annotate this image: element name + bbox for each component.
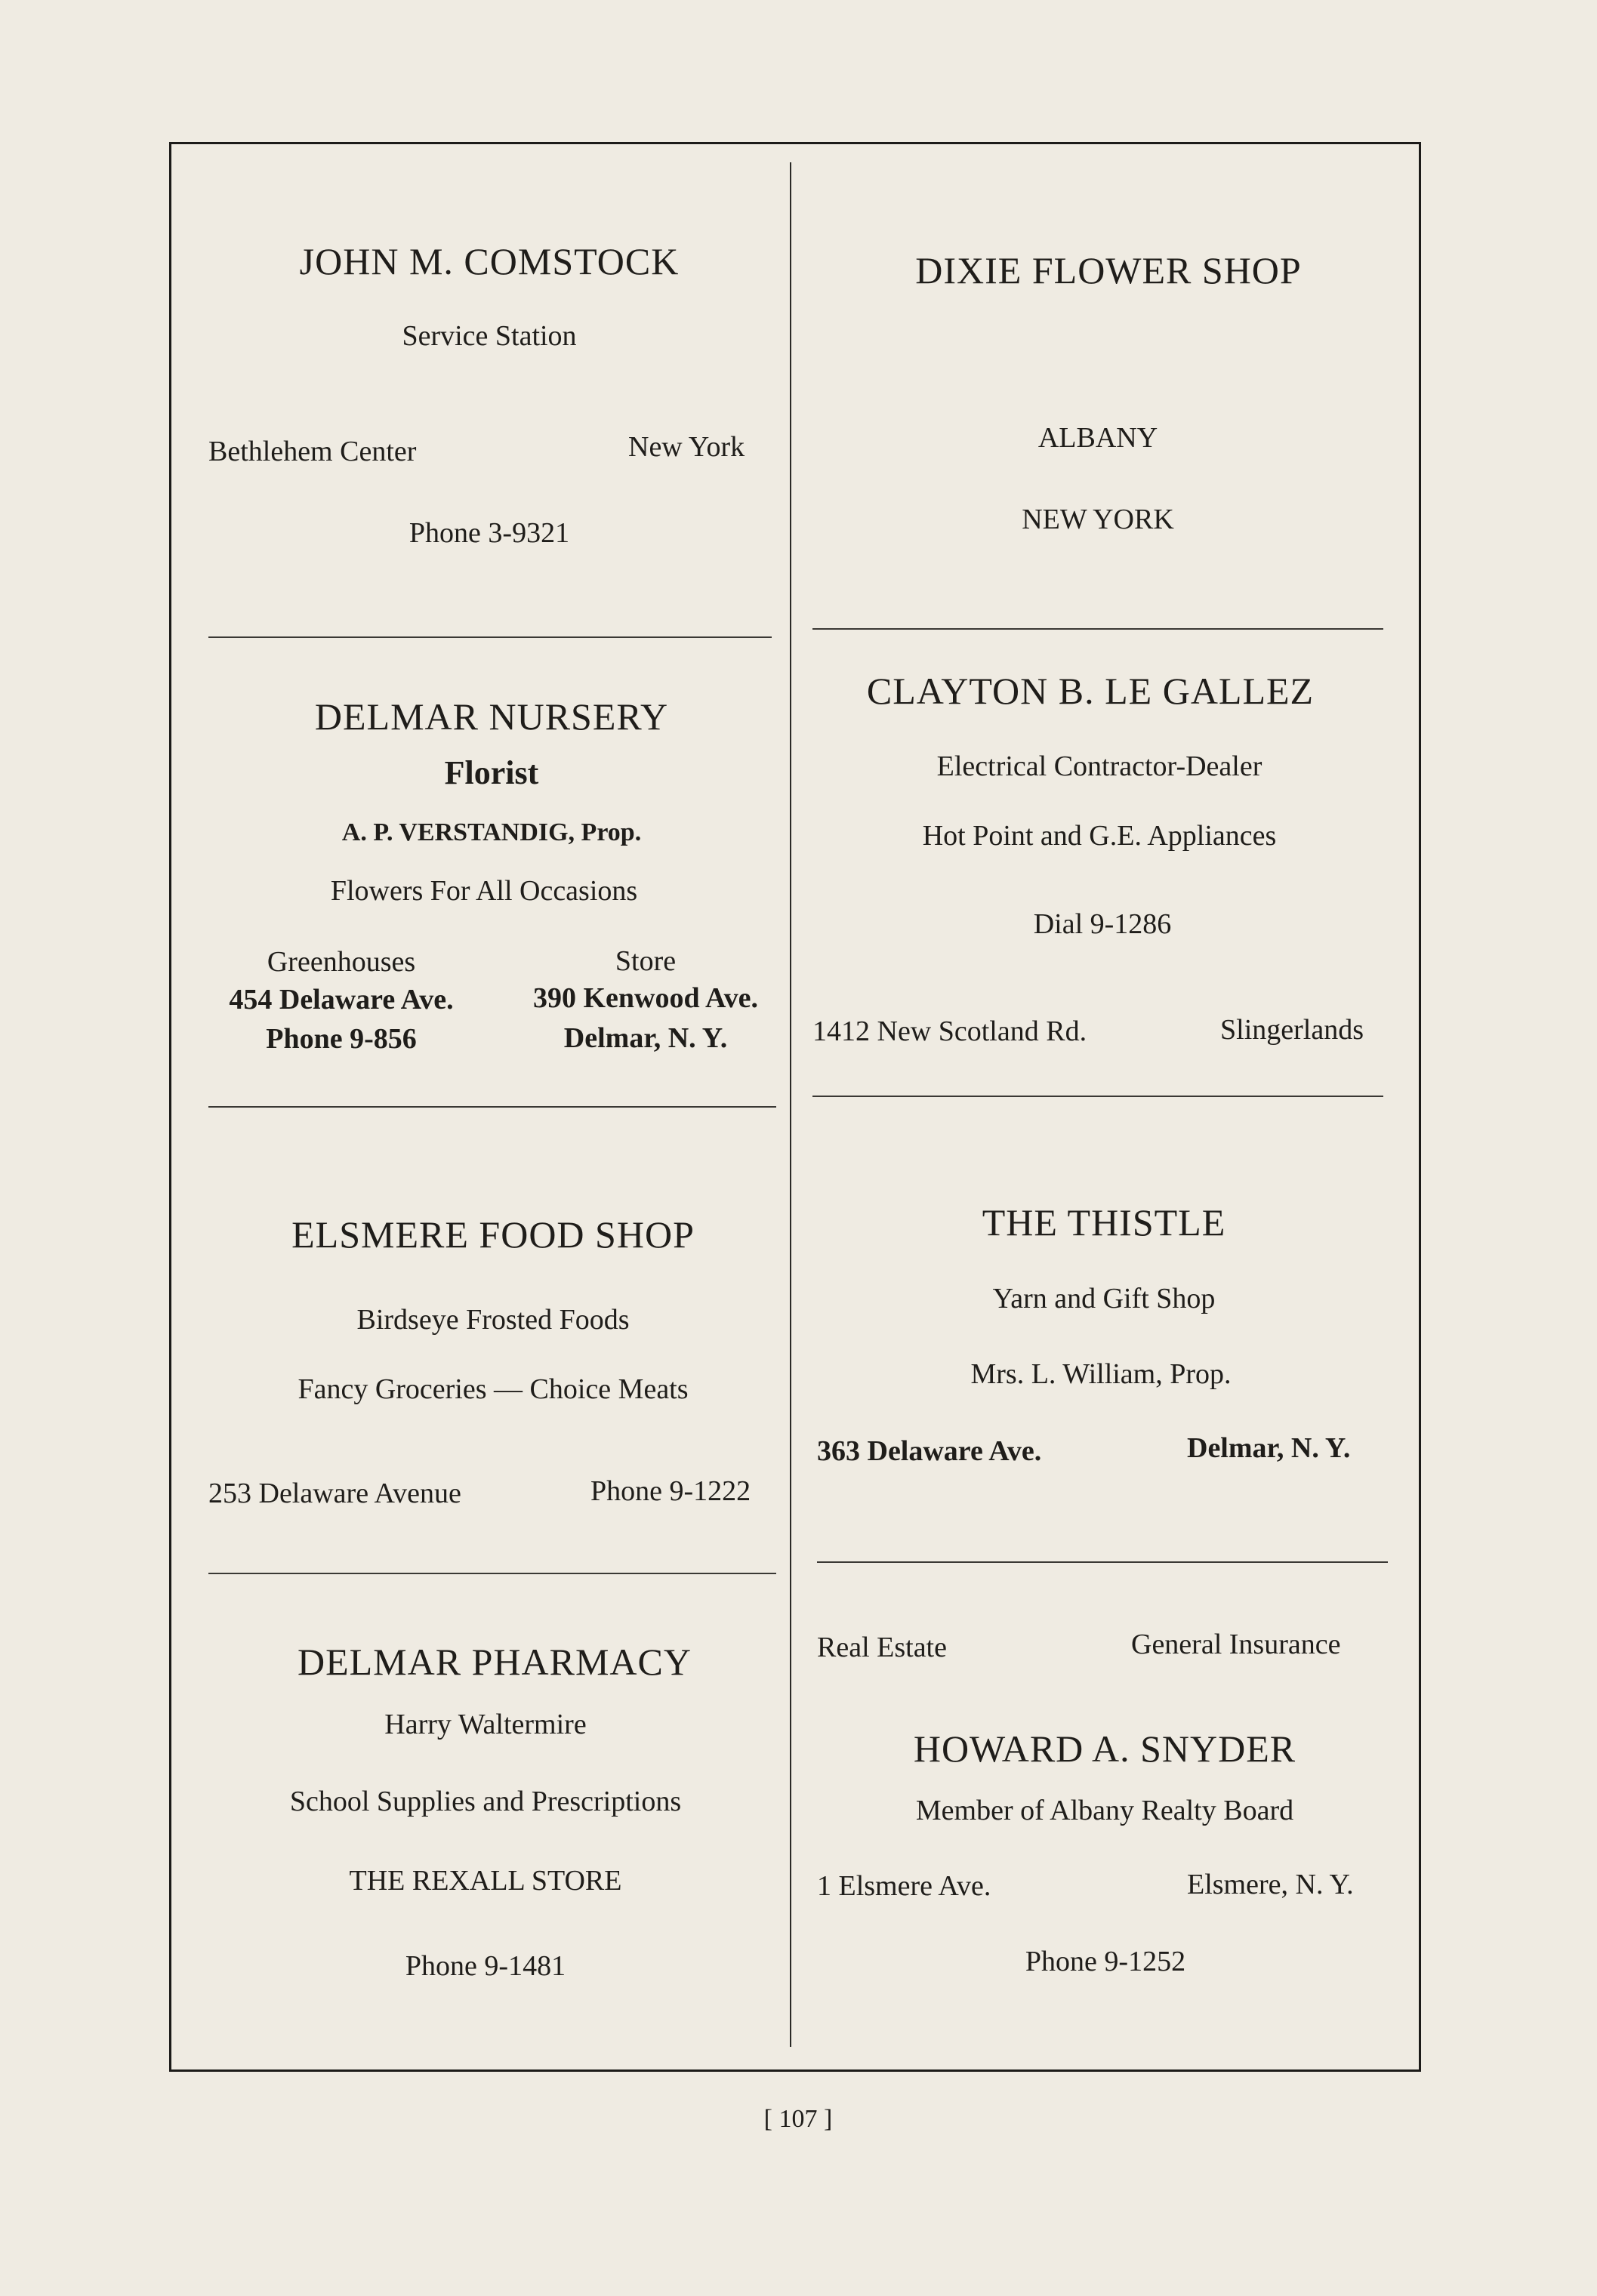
ad-pharmacy-owner: Harry Waltermire: [384, 1709, 587, 1740]
ad-snyder-left-tag: Real Estate: [817, 1632, 947, 1663]
divider-left-2: [208, 1106, 776, 1108]
ad-pharmacy-name: DELMAR PHARMACY: [297, 1641, 692, 1683]
divider-left-1: [208, 636, 772, 638]
ad-legallez-address: 1412 New Scotland Rd.: [812, 1015, 1087, 1047]
ad-delmar-nursery-store-address: 390 Kenwood Ave.: [532, 982, 759, 1014]
ad-comstock-town: Bethlehem Center: [208, 436, 417, 467]
ad-delmar-nursery-greenhouses-label: Greenhouses: [267, 946, 416, 978]
ad-legallez-line2: Hot Point and G.E. Appliances: [922, 820, 1277, 852]
ad-snyder-name: HOWARD A. SNYDER: [913, 1727, 1296, 1770]
ad-delmar-nursery-name: DELMAR NURSERY: [314, 695, 669, 738]
ad-delmar-nursery-greenhouses-phone: Phone 9-856: [266, 1023, 417, 1055]
ad-dixie-name: DIXIE FLOWER SHOP: [915, 249, 1302, 291]
ad-elsmere-food-line2: Fancy Groceries — Choice Meats: [298, 1373, 689, 1405]
ad-delmar-nursery-tagline: Flowers For All Occasions: [330, 875, 638, 907]
ad-snyder-city: Elsmere, N. Y.: [1187, 1869, 1354, 1900]
page-number: [ 107 ]: [763, 2105, 833, 2133]
divider-left-3: [208, 1573, 776, 1574]
divider-right-1: [812, 628, 1383, 630]
ad-pharmacy-line1: School Supplies and Prescriptions: [289, 1786, 682, 1817]
ad-delmar-nursery-proprietor: A. P. VERSTANDIG, Prop.: [341, 818, 642, 846]
ad-dixie-city: ALBANY: [1037, 422, 1158, 454]
ad-thistle-line1: Yarn and Gift Shop: [992, 1283, 1216, 1314]
ad-delmar-nursery-store-label: Store: [615, 945, 677, 977]
ad-delmar-nursery-greenhouses-address: 454 Delaware Ave.: [229, 984, 454, 1015]
ad-comstock-phone: Phone 3-9321: [408, 517, 570, 549]
ad-thistle-city: Delmar, N. Y.: [1187, 1432, 1351, 1464]
ad-legallez-phone: Dial 9-1286: [1033, 908, 1172, 940]
ad-pharmacy-line2: THE REXALL STORE: [349, 1865, 622, 1897]
ad-elsmere-food-line1: Birdseye Frosted Foods: [356, 1304, 630, 1336]
ad-comstock-tagline: Service Station: [402, 320, 577, 352]
ad-thistle-address: 363 Delaware Ave.: [817, 1435, 1042, 1467]
ad-snyder-address: 1 Elsmere Ave.: [817, 1870, 991, 1902]
ad-delmar-nursery-store-city: Delmar, N. Y.: [563, 1022, 728, 1054]
column-divider: [790, 162, 791, 2047]
ad-legallez-line1: Electrical Contractor-Dealer: [936, 750, 1262, 782]
ad-thistle-name: THE THISTLE: [982, 1201, 1226, 1244]
ad-legallez-town: Slingerlands: [1220, 1014, 1364, 1046]
divider-right-3: [817, 1561, 1388, 1563]
ad-pharmacy-phone: Phone 9-1481: [405, 1950, 566, 1982]
ad-elsmere-food-phone: Phone 9-1222: [590, 1475, 751, 1507]
ad-snyder-right-tag: General Insurance: [1131, 1629, 1341, 1660]
ad-snyder-phone: Phone 9-1252: [1025, 1946, 1186, 1977]
ad-snyder-line1: Member of Albany Realty Board: [915, 1795, 1294, 1826]
ad-comstock-state: New York: [628, 431, 745, 463]
ad-legallez-name: CLAYTON B. LE GALLEZ: [866, 670, 1315, 712]
ad-thistle-proprietor: Mrs. L. William, Prop.: [970, 1358, 1232, 1390]
ad-elsmere-food-address: 253 Delaware Avenue: [208, 1478, 461, 1509]
ad-delmar-nursery-subtitle: Florist: [444, 754, 539, 791]
ad-dixie-state: NEW YORK: [1022, 504, 1174, 535]
ad-elsmere-food-name: ELSMERE FOOD SHOP: [291, 1213, 695, 1256]
divider-right-2: [812, 1096, 1383, 1097]
ad-comstock-name: JOHN M. COMSTOCK: [299, 240, 680, 282]
